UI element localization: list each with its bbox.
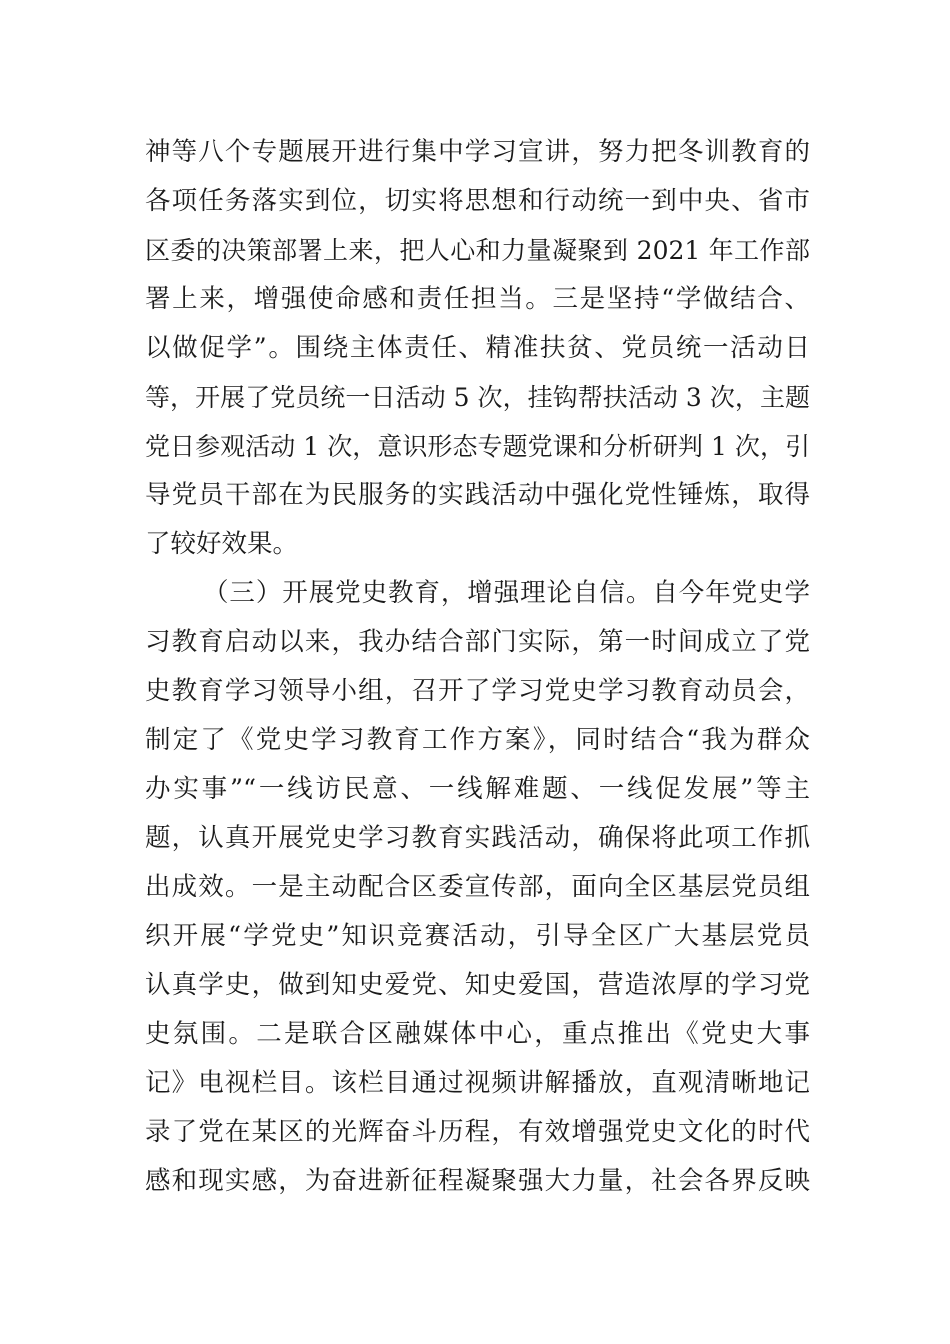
text-line: 导党员干部在为民服务的实践活动中强化党性锤炼，取得 [145,480,810,510]
paragraph-2 [145,569,810,1206]
text-line: 感和现实感，为奋进新征程凝聚强大力量，社会各界反映 [145,1166,810,1196]
text-line: 各项任务落实到位，切实将思想和行动统一到中央、省市 [145,186,810,216]
text-line: 了较好效果。 [145,529,299,559]
text-line: 神等八个专题展开进行集中学习宣讲，努力把冬训教育的 [145,137,810,167]
paragraph-1 [145,128,810,569]
text-line: 习教育启动以来，我办结合部门实际，第一时间成立了党 [145,627,810,657]
text-line: 出成效。一是主动配合区委宣传部，面向全区基层党员组 [145,872,810,902]
text-line: 录了党在某区的光辉奋斗历程，有效增强党史文化的时代 [145,1117,810,1147]
text-line: 区委的决策部署上来，把人心和力量凝聚到 2021 年工作部 [145,236,810,265]
text-line: 史教育学习领导小组，召开了学习党史学习教育动员会， [145,676,810,706]
text-line: 等，开展了党员统一日活动 5 次，挂钩帮扶活动 3 次，主题 [145,383,810,412]
text-line: 以做促学”。围绕主体责任、精准扶贫、党员统一活动日 [145,333,810,363]
text-line: 题，认真开展党史学习教育实践活动，确保将此项工作抓 [145,823,810,853]
text-line: 署上来，增强使命感和责任担当。三是坚持“学做结合、 [145,284,810,314]
text-line: 记》电视栏目。该栏目通过视频讲解播放，直观清晰地记 [145,1068,810,1098]
text-line: 史氛围。二是联合区融媒体中心，重点推出《党史大事 [145,1019,810,1049]
text-line: 办实事”“一线访民意、一线解难题、一线促发展”等主 [145,774,810,804]
text-line: （三）开展党史教育，增强理论自信。自今年党史学 [203,578,810,608]
text-line: 制定了《党史学习教育工作方案》，同时结合“我为群众 [145,725,810,755]
document-body [145,128,810,1206]
text-line: 认真学史，做到知史爱党、知史爱国，营造浓厚的学习党 [145,970,810,1000]
text-line: 织开展“学党史”知识竞赛活动，引导全区广大基层党员 [145,921,810,951]
text-line: 党日参观活动 1 次，意识形态专题党课和分析研判 1 次，引 [145,432,810,461]
